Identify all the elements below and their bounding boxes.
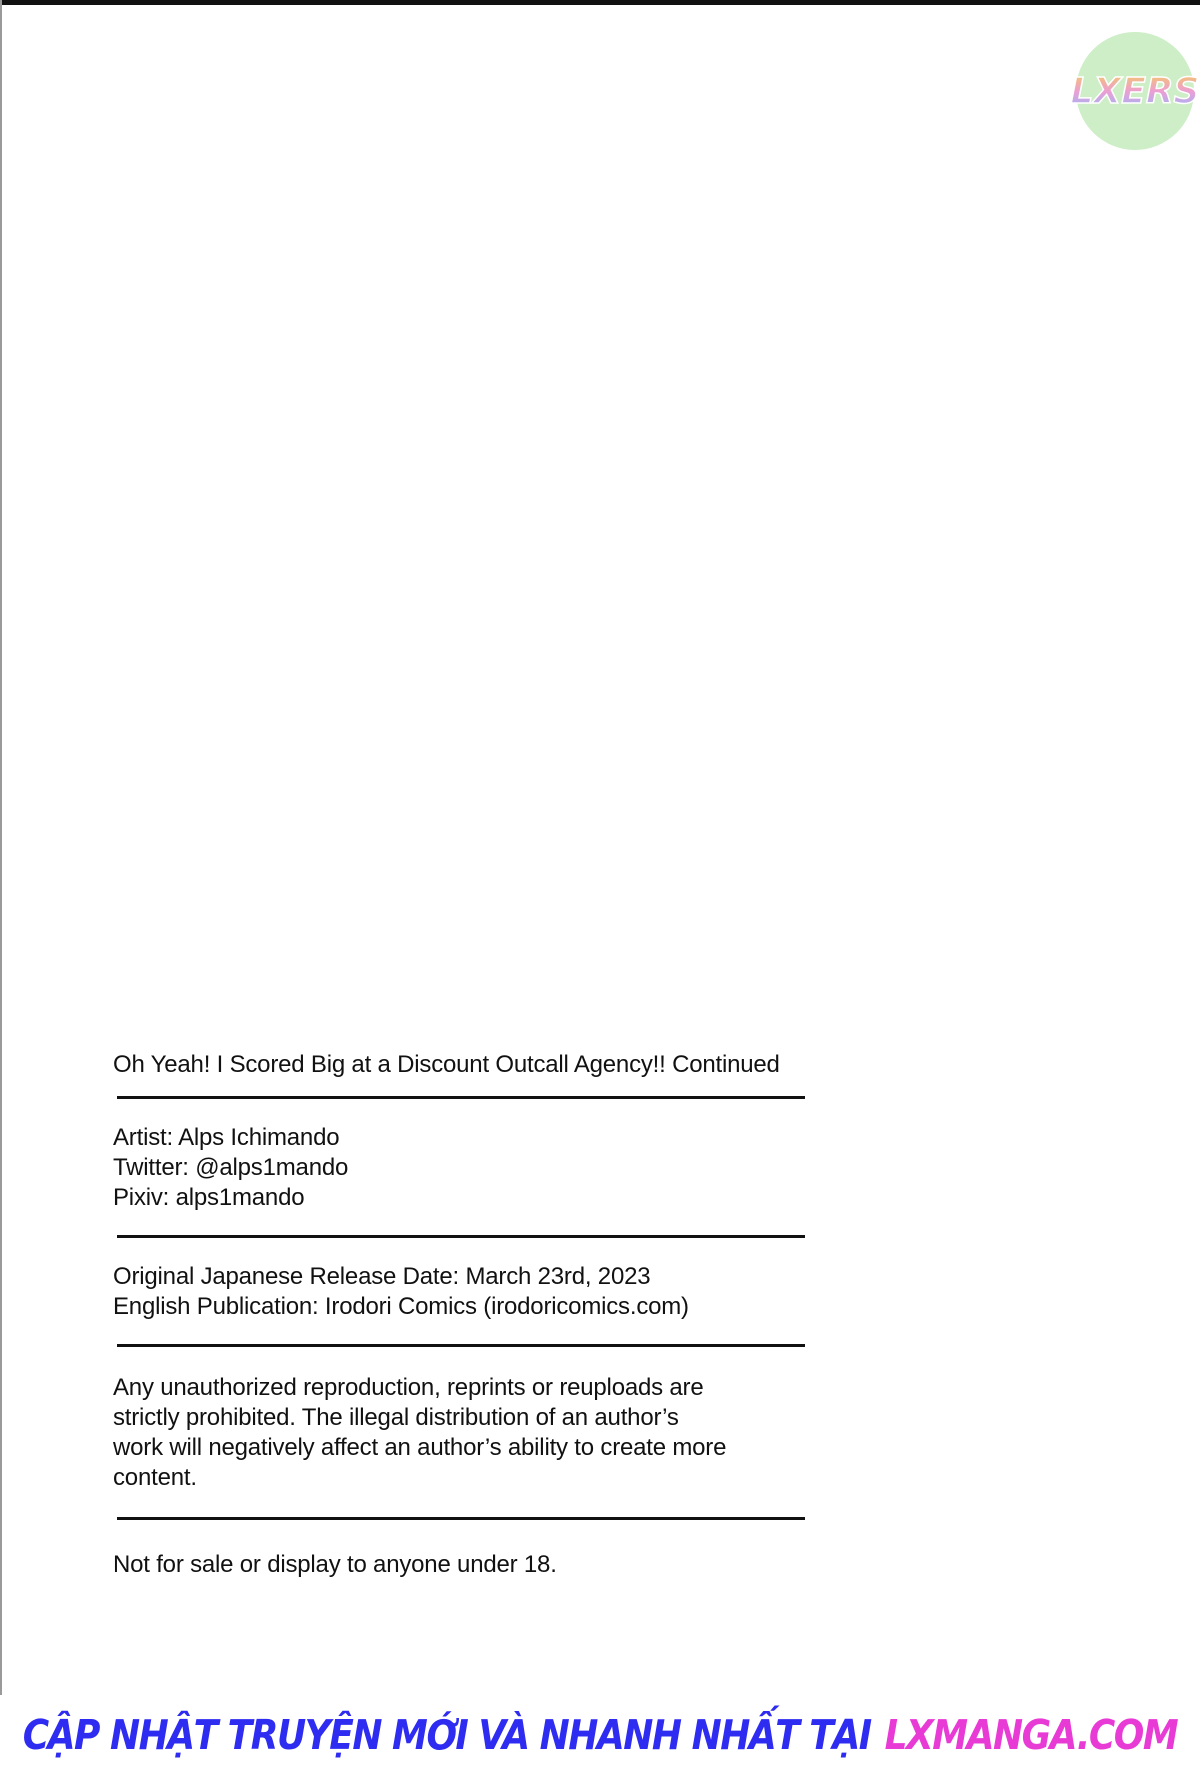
lxers-watermark-logo [1070, 32, 1200, 150]
notice-line: work will negatively affect an author’s ability to create more [113, 1434, 727, 1461]
artist-block [113, 1123, 813, 1213]
lxers-logo-icon [1070, 61, 1200, 121]
twitter-line: Twitter: @alps1mando [113, 1154, 349, 1181]
promo-text: CẬP NHẬT TRUYỆN MỚI VÀ NHANH NHẤT TẠI [22, 1711, 871, 1759]
age-notice-block [113, 1550, 813, 1580]
credits-page [113, 1050, 813, 1580]
release-block [113, 1262, 813, 1322]
notice-line: Any unauthorized reproduction, reprints or reuploads are [113, 1374, 704, 1401]
site-promo-banner [0, 1695, 1200, 1775]
comic-title: Oh Yeah! I Scored Big at a Discount Outcall Agency!! Continued [113, 1051, 780, 1078]
title-block [113, 1050, 813, 1080]
notice-line: content. [113, 1464, 197, 1491]
notice-line: strictly prohibited. The illegal distribution of an author’s [113, 1404, 679, 1431]
artist-line: Artist: Alps Ichimando [113, 1124, 340, 1151]
publication-line: English Publication: Irodori Comics (irodoricomics.com) [113, 1293, 689, 1320]
lxers-logo-text: LXERS [1070, 71, 1200, 112]
top-border [0, 0, 1200, 5]
release-date-line: Original Japanese Release Date: March 23rd, 2023 [113, 1263, 651, 1290]
site-link[interactable]: LXMANGA.COM [884, 1711, 1178, 1759]
age-notice-line: Not for sale or display to anyone under 18. [113, 1551, 557, 1578]
left-border [0, 0, 2, 1695]
copyright-notice-block [113, 1373, 813, 1493]
pixiv-line: Pixiv: alps1mando [113, 1184, 305, 1211]
